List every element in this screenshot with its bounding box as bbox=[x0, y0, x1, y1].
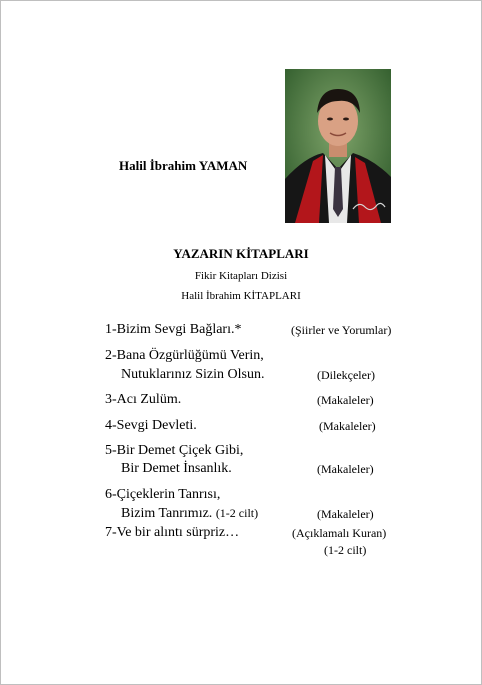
book-6-volume-note: (1-2 cilt) bbox=[215, 506, 259, 520]
books-heading: YAZARIN KİTAPLARI bbox=[173, 246, 309, 261]
author-portrait bbox=[285, 69, 391, 223]
book-6-title-text: Bizim Tanrımız. bbox=[121, 506, 213, 521]
book-2-genre: (Dilekçeler) bbox=[317, 368, 375, 382]
series-subtitle: Fikir Kitapları Dizisi bbox=[194, 270, 288, 282]
book-3-genre: (Makaleler) bbox=[317, 393, 374, 407]
book-5-title-line2: Bir Demet İnsanlık. bbox=[121, 461, 232, 476]
book-6-title-line1: 6-Çiçeklerin Tanrısı, bbox=[105, 487, 221, 502]
book-7-volume-note: (1-2 cilt) bbox=[324, 543, 367, 557]
book-5-title-line1: 5-Bir Demet Çiçek Gibi, bbox=[105, 443, 244, 458]
book-2-title-line2: Nutuklarınız Sizin Olsun. bbox=[121, 367, 265, 382]
book-6-genre: (Makaleler) bbox=[317, 507, 374, 521]
book-7-title: 7-Ve bir alıntı sürpriz… bbox=[105, 525, 240, 540]
book-2-title-line1: 2-Bana Özgürlüğümü Verin, bbox=[105, 348, 264, 363]
book-5-genre: (Makaleler) bbox=[317, 462, 374, 476]
author-books-subtitle: Halil İbrahim KİTAPLARI bbox=[181, 290, 301, 302]
author-name: Halil İbrahim YAMAN bbox=[119, 158, 248, 173]
book-3-title: 3-Acı Zulüm. bbox=[105, 392, 182, 407]
book-4-title: 4-Sevgi Devleti. bbox=[105, 418, 197, 433]
book-4-genre: (Makaleler) bbox=[319, 419, 376, 433]
book-7-genre: (Açıklamalı Kuran) bbox=[292, 526, 387, 540]
book-1-genre: (Şiirler ve Yorumlar) bbox=[291, 323, 392, 337]
book-6-title-line2 bbox=[121, 506, 258, 522]
book-1-title: 1-Bizim Sevgi Bağları.* bbox=[105, 322, 242, 337]
